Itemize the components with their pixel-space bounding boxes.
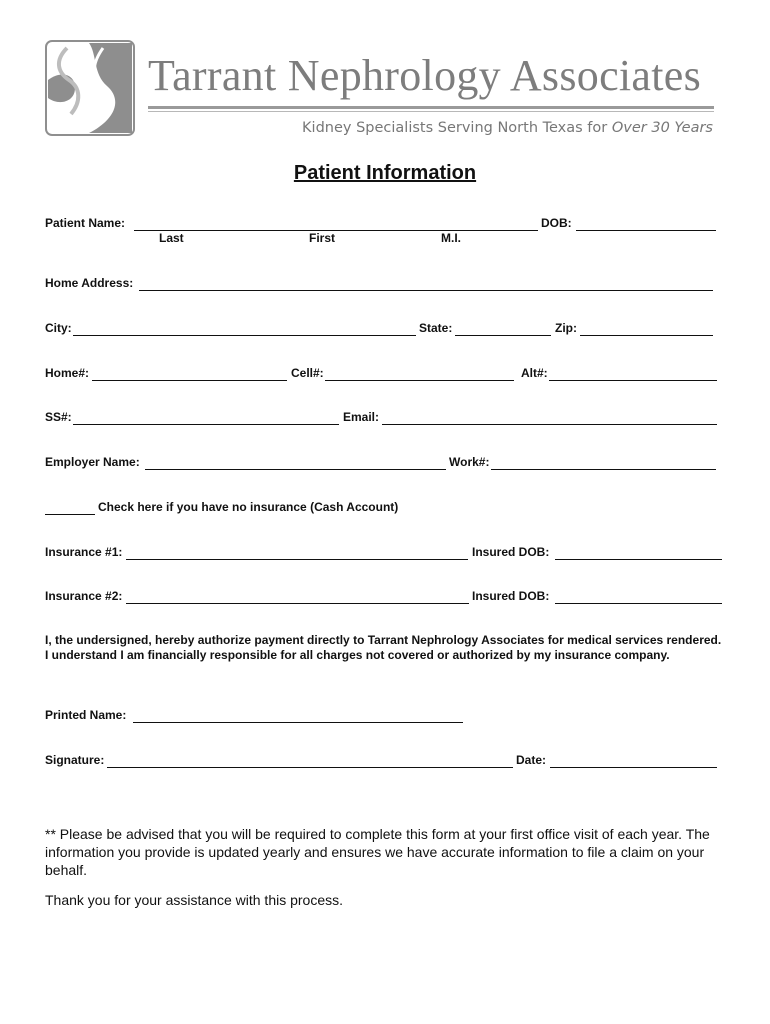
tagline-text: Kidney Specialists Serving North Texas for [302,120,612,136]
city-label: City: [45,321,72,335]
ssn-field[interactable] [73,424,339,425]
middle-initial-caption: M.I. [441,231,461,245]
annual-update-notice: ** Please be advised that you will be required to complete this form at your first office visit of each year. The information you provide is updated yearly and ensures we have accurate information to file a claim on your behalf. [45,826,710,878]
no-insurance-check-field[interactable] [45,514,95,515]
patient-name-field[interactable] [134,230,538,231]
insured-dob-1-label: Insured DOB: [472,545,550,559]
alt-phone-label: Alt#: [521,366,548,380]
email-label: Email: [343,410,380,424]
date-label: Date: [516,753,547,767]
authorization-statement: I, the undersigned, hereby authorize payment directly to Tarrant Nephrology Associates for medical services rendered. I understand I am financially responsible for all charges not covered or authorized by my insurance company. [45,633,722,662]
work-phone-field[interactable] [491,469,716,470]
cell-phone-field[interactable] [325,380,514,381]
home-phone-label: Home#: [45,366,90,380]
home-address-field[interactable] [139,290,713,291]
insured-dob-2-field[interactable] [555,603,722,604]
insurance-1-field[interactable] [126,559,468,560]
printed-name-label: Printed Name: [45,708,127,722]
company-tagline [300,120,713,136]
patient-name-label: Patient Name: [45,216,126,230]
signature-field[interactable] [107,767,513,768]
zip-label: Zip: [555,321,577,335]
home-phone-field[interactable] [92,380,287,381]
zip-field[interactable] [580,335,713,336]
insurance-1-label: Insurance #1: [45,545,123,559]
state-label: State: [419,321,453,335]
signature-label: Signature: [45,753,105,767]
insurance-2-label: Insurance #2: [45,589,123,603]
email-field[interactable] [382,424,717,425]
insured-dob-2-label: Insured DOB: [472,589,550,603]
work-phone-label: Work#: [449,455,490,469]
ssn-label: SS#: [45,410,72,424]
alt-phone-field[interactable] [549,380,717,381]
thank-you-note: Thank you for your assistance with this process. [45,892,344,908]
kidney-swirl-logo [45,40,135,136]
insurance-2-field[interactable] [126,603,469,604]
city-field[interactable] [73,335,416,336]
dob-field[interactable] [576,230,716,231]
employer-label: Employer Name: [45,455,140,469]
no-insurance-label: Check here if you have no insurance (Cash Account) [98,500,399,514]
tagline-emphasis: Over 30 Years [611,120,713,136]
home-address-label: Home Address: [45,276,134,290]
state-field[interactable] [455,335,551,336]
insured-dob-1-field[interactable] [555,559,722,560]
first-name-caption: First [309,231,336,245]
company-name: Tarrant Nephrology Associates [148,51,702,100]
date-field[interactable] [550,767,717,768]
form-title: Patient Information [293,162,477,184]
cell-phone-label: Cell#: [291,366,324,380]
employer-field[interactable] [145,469,446,470]
dob-label: DOB: [541,216,572,230]
header-rule-thin [148,111,714,112]
last-name-caption: Last [159,231,184,245]
printed-name-field[interactable] [133,722,463,723]
header-rule [148,106,714,109]
